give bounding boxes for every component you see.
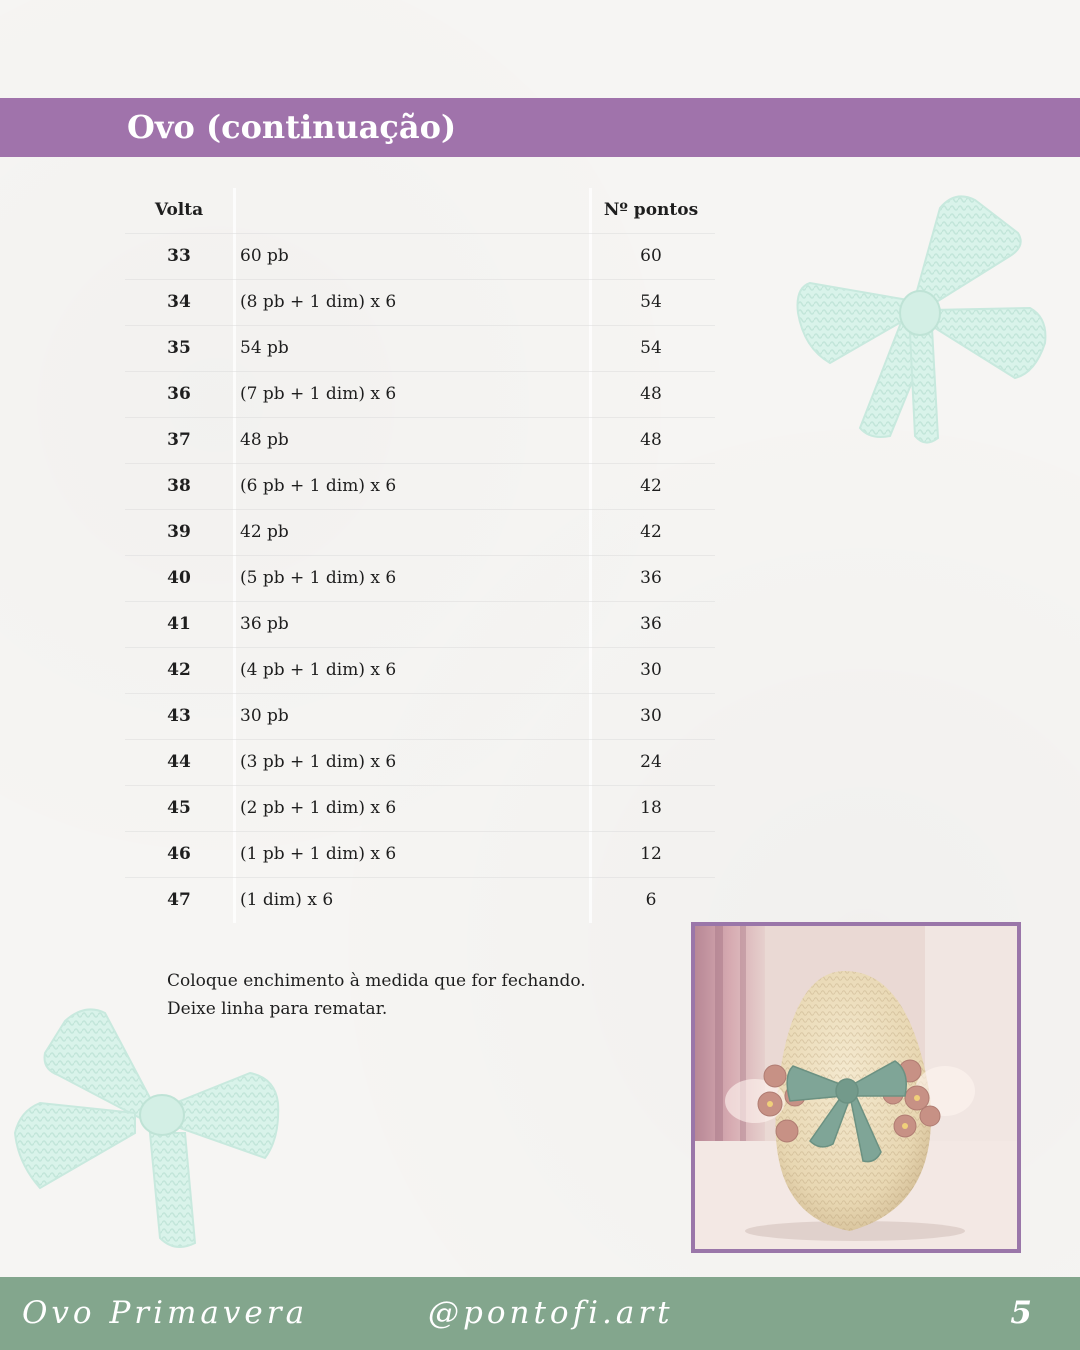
stitch-count: 42 xyxy=(640,522,662,542)
table-header xyxy=(125,188,715,233)
round-instruction: (3 pb + 1 dim) x 6 xyxy=(240,752,397,772)
stitch-count: 48 xyxy=(640,384,662,404)
table-row xyxy=(125,417,715,463)
table-row xyxy=(125,831,715,877)
round-instruction: (1 pb + 1 dim) x 6 xyxy=(240,844,397,864)
table-row xyxy=(125,877,715,923)
round-number: 39 xyxy=(167,522,191,542)
table-row xyxy=(125,325,715,371)
table-row xyxy=(125,233,715,279)
stitch-count: 6 xyxy=(645,890,657,910)
table-row xyxy=(125,371,715,417)
stitch-count: 30 xyxy=(640,660,662,680)
round-number: 44 xyxy=(167,752,191,772)
round-instruction: 30 pb xyxy=(240,706,289,726)
round-number: 40 xyxy=(167,568,191,588)
footer-band xyxy=(0,1277,1080,1350)
round-instruction: 54 pb xyxy=(240,338,289,358)
table-row xyxy=(125,785,715,831)
round-number: 37 xyxy=(167,430,191,450)
table-row xyxy=(125,509,715,555)
round-number: 42 xyxy=(167,660,191,680)
round-number: 47 xyxy=(167,890,191,910)
table-row xyxy=(125,601,715,647)
round-number: 43 xyxy=(167,706,191,726)
table-row xyxy=(125,739,715,785)
round-instruction: (6 pb + 1 dim) x 6 xyxy=(240,476,397,496)
round-instruction: 60 pb xyxy=(240,246,289,266)
round-instruction: (4 pb + 1 dim) x 6 xyxy=(240,660,397,680)
footer-handle: @pontofi.art xyxy=(428,1295,674,1331)
stitch-count: 12 xyxy=(640,844,662,864)
round-instruction: 36 pb xyxy=(240,614,289,634)
pattern-table xyxy=(125,188,715,923)
crochet-egg-photo xyxy=(691,922,1021,1253)
round-number: 33 xyxy=(167,246,191,266)
stitch-count: 42 xyxy=(640,476,662,496)
table-row xyxy=(125,463,715,509)
stitch-count: 54 xyxy=(640,338,662,358)
stitch-count: 60 xyxy=(640,246,662,266)
stitch-count: 30 xyxy=(640,706,662,726)
column-header-stitch-count: Nº pontos xyxy=(603,200,699,220)
stitch-count: 48 xyxy=(640,430,662,450)
table-row xyxy=(125,647,715,693)
round-number: 36 xyxy=(167,384,191,404)
round-instruction: 42 pb xyxy=(240,522,289,542)
column-header-round: Volta xyxy=(154,200,204,220)
page-title: Ovo (continuação) xyxy=(127,108,457,146)
round-number: 46 xyxy=(167,844,191,864)
round-instruction: (1 dim) x 6 xyxy=(240,890,334,910)
round-number: 45 xyxy=(167,798,191,818)
footer-brand: Ovo Primavera xyxy=(22,1295,309,1331)
round-instruction: (5 pb + 1 dim) x 6 xyxy=(240,568,397,588)
round-number: 35 xyxy=(167,338,191,358)
round-number: 38 xyxy=(167,476,191,496)
stitch-count: 36 xyxy=(640,568,662,588)
stitch-count: 18 xyxy=(640,798,662,818)
note-line: Coloque enchimento à medida que for fechando. xyxy=(167,971,586,991)
round-instruction: (7 pb + 1 dim) x 6 xyxy=(240,384,397,404)
round-instruction: 48 pb xyxy=(240,430,289,450)
round-number: 34 xyxy=(167,292,191,312)
round-instruction: (8 pb + 1 dim) x 6 xyxy=(240,292,397,312)
stitch-count: 24 xyxy=(640,752,662,772)
round-number: 41 xyxy=(167,614,191,634)
table-row xyxy=(125,693,715,739)
table-row xyxy=(125,555,715,601)
table-row xyxy=(125,279,715,325)
crochet-bow-illustration xyxy=(790,188,1052,450)
stitch-count: 54 xyxy=(640,292,662,312)
header-band xyxy=(0,98,1080,157)
stitch-count: 36 xyxy=(640,614,662,634)
round-instruction: (2 pb + 1 dim) x 6 xyxy=(240,798,397,818)
page-number: 5 xyxy=(1010,1295,1032,1331)
crochet-bow-illustration xyxy=(10,1003,285,1253)
note-line: Deixe linha para rematar. xyxy=(167,999,388,1019)
